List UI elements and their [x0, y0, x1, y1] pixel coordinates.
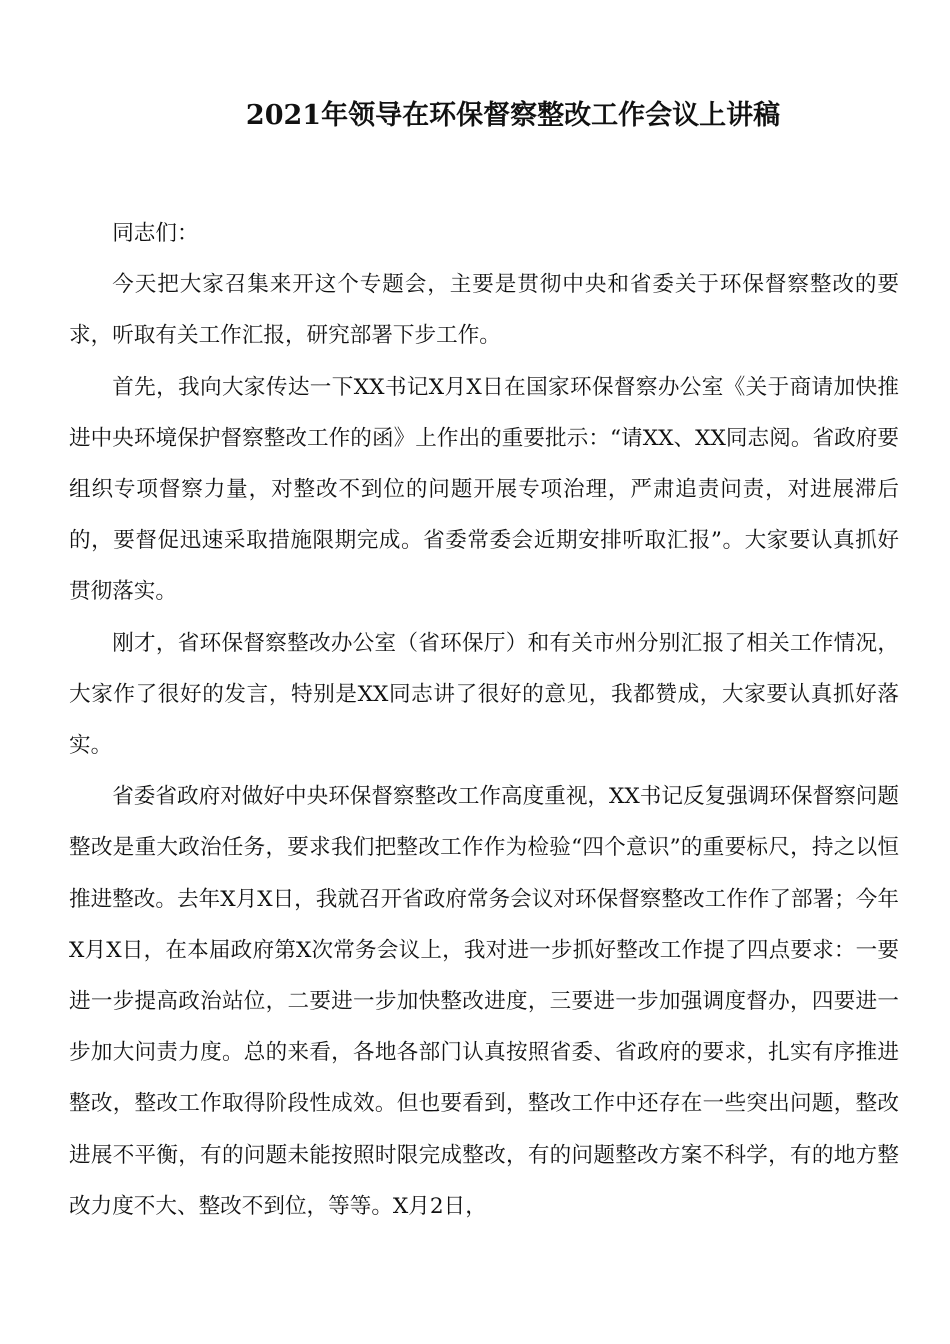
paragraph-1: 今天把大家召集来开这个专题会，主要是贯彻中央和省委关于环保督察整改的要求，听取有关工作汇报，研究部署下步工作。 [69, 272, 899, 349]
document-title: 2021年领导在环保督察整改工作会议上讲稿 [245, 100, 781, 131]
salutation: 同志们： [112, 221, 199, 246]
paragraph-2: 首先，我向大家传达一下XX书记X月X日在国家环保督察办公室《关于商请加快推进中央环境保护督察整改工作的函》上作出的重要批示：“请XX、XX同志阅。省政府要组织专项督察力量，对整改不到位的问题开展专项治理，严肃追责问责，对进展滞后的，要督促迅速采取措施限期完成。省委常委会近期安排听取汇报”。大家要认真抓好贯彻落实。 [69, 374, 899, 605]
paragraph-3: 刚才，省环保督察整改办公室（省环保厅）和有关市州分别汇报了相关工作情况，大家作了很好的发言，特别是XX同志讲了很好的意见，我都赞成，大家要认真抓好落实。 [69, 630, 899, 759]
document-body [69, 208, 899, 1232]
paragraph-4: 省委省政府对做好中央环保督察整改工作高度重视，XX书记反复强调环保督察问题整改是重大政治任务，要求我们把整改工作作为检验“四个意识”的重要标尺，持之以恒推进整改。去年X月X日，我就召开省政府常务会议对环保督察整改工作作了部署；今年X月X日，在本届政府第X次常务会议上，我对进一步抓好整改工作提了四点要求：一要进一步提高政治站位，二要进一步加快整改进度，三要进一步加强调度督办，四要进一步加大问责力度。总的来看，各地各部门认真按照省委、省政府的要求，扎实有序推进整改，整改工作取得阶段性成效。但也要看到，整改工作中还存在一些突出问题，整改进展不平衡，有的问题未能按照时限完成整改，有的问题整改方案不科学，有的地方整改力度不大、整改不到位，等等。X月2日， [69, 784, 899, 1219]
